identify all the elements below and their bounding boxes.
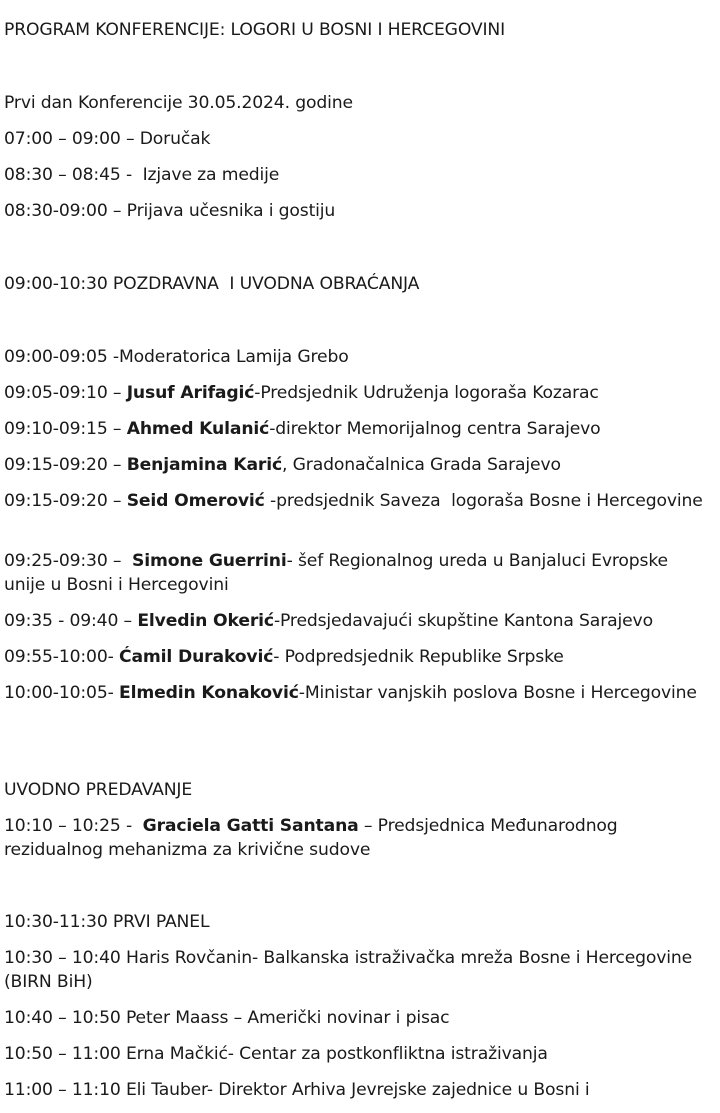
schedule-line: 09:55-10:00- Ćamil Duraković- Podpredsjednik Republike Srpske [4, 647, 564, 667]
schedule-line: 09:00-09:05 -Moderatorica Lamija Grebo [4, 347, 349, 367]
schedule-line: 10:50 – 11:00 Erna Mačkić- Centar za postkonfliktna istraživanja [4, 1044, 548, 1064]
schedule-line: 09:15-09:20 – Benjamina Karić, Gradonačalnica Grada Sarajevo [4, 455, 561, 475]
document-title: PROGRAM KONFERENCIJE: LOGORI U BOSNI I HERCEGOVINI [4, 20, 506, 40]
section-heading-intro: UVODNO PREDAVANJE [4, 780, 193, 800]
schedule-line: 11:00 – 11:10 Eli Tauber- Direktor Arhiva Jevrejske zajednice u Bosni i [4, 1080, 590, 1100]
schedule-line: 10:30 – 10:40 Haris Rovčanin- Balkanska istraživačka mreža Bosne i Hercegovine (BIRN BiH) [4, 948, 698, 992]
section-heading-greetings: 09:00-10:30 POZDRAVNA I UVODNA OBRAĆANJA [4, 274, 420, 294]
schedule-line: 09:10-09:15 – Ahmed Kulanić-direktor Memorijalnog centra Sarajevo [4, 419, 601, 439]
schedule-line: 10:40 – 10:50 Peter Maass – Američki novinar i pisac [4, 1008, 450, 1028]
schedule-line: 09:35 - 09:40 – Elvedin Okerić-Predsjedavajući skupštine Kantona Sarajevo [4, 611, 653, 631]
schedule-line: 08:30 – 08:45 - Izjave za medije [4, 165, 280, 185]
schedule-line: 10:00-10:05- Elmedin Konaković-Ministar vanjskih poslova Bosne i Hercegovine [4, 683, 697, 703]
schedule-line: 10:10 – 10:25 - Graciela Gatti Santana – Predsjednica Međunarodnog rezidualnog mehanizma za krivične sudove [4, 816, 623, 860]
section-heading-panel: 10:30-11:30 PRVI PANEL [4, 912, 210, 932]
day-heading: Prvi dan Konferencije 30.05.2024. godine [4, 93, 353, 113]
schedule-line: 09:05-09:10 – Jusuf Arifagić-Predsjednik Udruženja logoraša Kozarac [4, 383, 599, 403]
schedule-line: 07:00 – 09:00 – Doručak [4, 129, 211, 149]
schedule-line: 09:25-09:30 – Simone Guerrini- šef Regionalnog ureda u Banjaluci Evropske unije u Bosni i Hercegovini [4, 551, 674, 595]
schedule-line: 08:30-09:00 – Prijava učesnika i gostiju [4, 201, 336, 221]
schedule-line: 09:15-09:20 – Seid Omerović -predsjednik Saveza logoraša Bosne i Hercegovine [4, 491, 703, 511]
